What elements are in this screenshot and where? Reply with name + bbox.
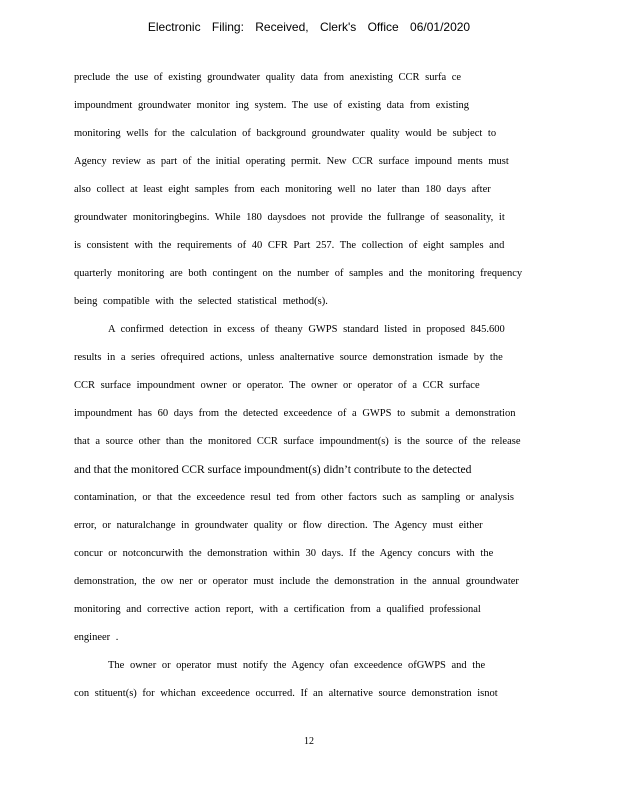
text-line: also collect at least eight samples from each monitoring well no later than 180 days after (74, 184, 491, 195)
text-line: quarterly monitoring are both contingent on the number of samples and the monitoring frequency (74, 268, 523, 279)
filing-header: Electronic Filing: Received, Clerk's Office 06/01/2020 (147, 20, 471, 34)
text-line: monitoring and corrective action report, with a certification from a qualified professional (74, 604, 481, 615)
text-line: preclude the use of existing groundwater quality data from anexisting CCR surfa ce (74, 72, 462, 83)
text-line: results in a series ofrequired actions, unless analternative source demonstration ismade by the (74, 352, 503, 363)
document-body (74, 71, 544, 715)
text-line: monitoring wells for the calculation of background groundwater quality would be subject to (74, 128, 497, 139)
text-line: and that the monitored CCR surface impoundment(s) didn’t contribute to the detected (74, 463, 472, 476)
text-line: engineer . (74, 632, 119, 643)
paragraph-start-line: The owner or operator must notify the Agency ofan exceedence ofGWPS and the (108, 660, 486, 671)
text-line: is consistent with the requirements of 40 CFR Part 257. The collection of eight samples and (74, 240, 505, 251)
text-line: concur or notconcurwith the demonstration within 30 days. If the Agency concurs with the (74, 548, 494, 559)
text-line: contamination, or that the exceedence resul ted from other factors such as sampling or analysis (74, 492, 514, 503)
text-line: that a source other than the monitored CCR surface impoundment(s) is the source of the release (74, 436, 521, 447)
text-line: CCR surface impoundment owner or operator. The owner or operator of a CCR surface (74, 380, 480, 391)
text-line: impoundment has 60 days from the detected exceedence of a GWPS to submit a demonstration (74, 408, 516, 419)
text-line: being compatible with the selected statistical method(s). (74, 296, 328, 307)
text-line: error, or naturalchange in groundwater quality or flow direction. The Agency must either (74, 520, 483, 531)
text-line: Agency review as part of the initial operating permit. New CCR surface impound ments must (74, 156, 509, 167)
text-line: groundwater monitoringbegins. While 180 daysdoes not provide the fullrange of seasonality, it (74, 212, 505, 223)
text-line: con stituent(s) for whichan exceedence occurred. If an alternative source demonstration isnot (74, 688, 498, 699)
page-number: 12 (304, 736, 314, 747)
paragraph-start-line: A confirmed detection in excess of theany GWPS standard listed in proposed 845.600 (108, 324, 505, 335)
text-line: demonstration, the ow ner or operator must include the demonstration in the annual groundwater (74, 576, 519, 587)
text-line: impoundment groundwater monitor ing system. The use of existing data from existing (74, 100, 469, 111)
